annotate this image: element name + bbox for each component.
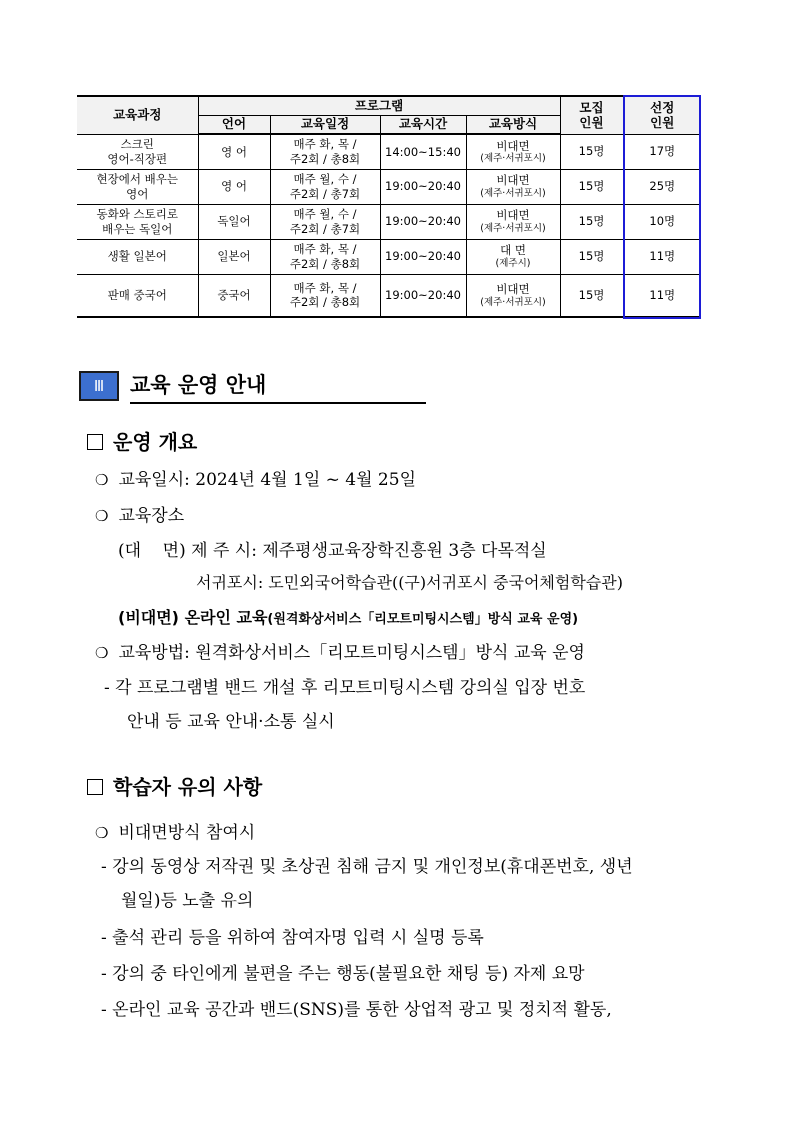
table-row (77, 169, 701, 204)
table-row (77, 239, 701, 274)
circle-bullet-icon: ❍ (95, 471, 109, 489)
header-recruit-line2: 인원 (579, 115, 604, 131)
schedule-line: 매주 월, 수 / (293, 172, 357, 187)
method-location: (제주·서귀포시) (480, 153, 546, 164)
cell-time: 19:00~20:40 (380, 239, 466, 274)
cell-schedule (270, 204, 380, 239)
note-item: - 출석 관리 등을 위하여 참여자명 입력 시 실명 등록 (101, 928, 484, 948)
table-row (77, 134, 701, 169)
header-selected-line1: 선정 (650, 99, 675, 115)
note-item: - 온라인 교육 공간과 밴드(SNS)를 통한 상업적 광고 및 정치적 활동, (101, 1000, 612, 1020)
schedule-line: 주2회 / 총7회 (289, 186, 361, 201)
note-item: - 강의 중 타인에게 불편을 주는 행동(불필요한 채팅 등) 자제 요망 (101, 964, 585, 984)
cell-course (77, 134, 198, 169)
cell-recruit: 15명 (560, 239, 623, 274)
online-paren: (원격화상서비스「리모트미팅시스템」방식 교육 운영) (267, 612, 579, 627)
course-line: 영어-직장편 (107, 151, 168, 166)
cell-time: 19:00~20:40 (380, 169, 466, 204)
notes-heading (87, 771, 262, 800)
cell-course (77, 274, 198, 317)
note-item: - 강의 동영상 저작권 및 초상권 침해 금지 및 개인정보(휴대폰번호, 생년 (101, 857, 633, 877)
cell-language: 영 어 (198, 134, 270, 169)
method-line: 비대면 (496, 138, 530, 153)
method-detail-1: - 각 프로그램별 밴드 개설 후 리모트미팅시스템 강의실 입장 번호 (104, 678, 586, 698)
program-table (77, 95, 701, 318)
circle-bullet-icon: ❍ (95, 644, 109, 662)
method-line: 대 면 (500, 243, 526, 258)
cell-method (466, 239, 560, 274)
place-label-text: 교육장소 (118, 506, 185, 526)
notes-heading-text: 학습자 유의 사항 (113, 775, 263, 799)
circle-bullet-icon: ❍ (95, 507, 109, 525)
cell-recruit: 15명 (560, 134, 623, 169)
date-line-text: 교육일시: 2024년 4월 1일 ~ 4월 25일 (118, 470, 416, 490)
cell-schedule (270, 274, 380, 317)
circle-bullet-icon: ❍ (95, 824, 109, 842)
cell-schedule (270, 239, 380, 274)
schedule-line: 매주 월, 수 / (293, 207, 357, 222)
method-location: (제주·서귀포시) (480, 187, 546, 199)
cell-selected: 11명 (623, 239, 701, 274)
schedule-line: 주2회 / 총8회 (289, 151, 361, 166)
schedule-line: 매주 화, 목 / (293, 242, 357, 257)
cell-language: 일본어 (198, 239, 270, 274)
method-line-text: 교육방법: 원격화상서비스「리모트미팅시스템」방식 교육 운영 (118, 643, 585, 663)
note-item: 월일)등 노출 유의 (121, 891, 254, 911)
header-selected (623, 96, 701, 134)
method-line (95, 638, 585, 663)
method-line: 비대면 (496, 208, 530, 223)
course-line: 생활 일본어 (107, 249, 167, 264)
section-underline (130, 402, 426, 404)
notes-sub-text: 비대면방식 참여시 (118, 823, 256, 843)
cell-language: 독일어 (198, 204, 270, 239)
cell-time: 19:00~20:40 (380, 274, 466, 317)
cell-method (466, 169, 560, 204)
cell-schedule (270, 134, 380, 169)
course-line: 영어 (126, 186, 149, 201)
section-number-badge: Ⅲ (79, 371, 119, 401)
schedule-line: 매주 화, 목 / (293, 137, 357, 152)
header-language: 언어 (198, 115, 270, 134)
cell-selected: 17명 (623, 134, 701, 169)
method-detail-2: 안내 등 교육 안내·소통 실시 (127, 712, 335, 732)
operation-heading-text: 운영 개요 (113, 430, 198, 454)
cell-time: 14:00~15:40 (380, 134, 466, 169)
cell-selected: 11명 (623, 274, 701, 317)
table-row (77, 204, 701, 239)
cell-selected: 10명 (623, 204, 701, 239)
header-course: 교육과정 (77, 96, 198, 134)
place-jeju: (대 면) 제 주 시: 제주평생교육장학진흥원 3층 다목적실 (118, 541, 547, 561)
cell-language: 영 어 (198, 169, 270, 204)
section-title: 교육 운영 안내 (130, 373, 267, 397)
course-line: 판매 중국어 (107, 288, 167, 303)
cell-method (466, 274, 560, 317)
cell-time: 19:00~20:40 (380, 204, 466, 239)
cell-recruit: 15명 (560, 274, 623, 317)
cell-schedule (270, 169, 380, 204)
notes-sub (95, 818, 255, 843)
header-recruit-line1: 모집 (579, 99, 604, 115)
date-line (95, 465, 416, 490)
schedule-line: 주2회 / 총7회 (289, 221, 361, 236)
cell-method (466, 204, 560, 239)
program-table-wrapper (77, 95, 701, 318)
cell-selected: 25명 (623, 169, 701, 204)
checkbox-square-icon (87, 434, 103, 450)
cell-course (77, 169, 198, 204)
header-recruit (560, 96, 623, 134)
operation-heading (87, 426, 197, 455)
online-line (118, 605, 578, 628)
cell-recruit: 15명 (560, 169, 623, 204)
cell-language: 중국어 (198, 274, 270, 317)
place-seogwipo: 서귀포시: 도민외국어학습관((구)서귀포시 중국어체험학습관) (196, 573, 623, 592)
method-location: (제주시) (495, 257, 531, 269)
header-selected-line2: 인원 (650, 115, 675, 131)
header-program: 프로그램 (198, 96, 560, 115)
method-location: (제주·서귀포시) (480, 296, 546, 308)
cell-course (77, 204, 198, 239)
header-time: 교육시간 (380, 115, 466, 134)
online-main: (비대면) 온라인 교육 (118, 608, 268, 627)
cell-course (77, 239, 198, 274)
header-method: 교육방식 (466, 115, 560, 134)
place-label-line (95, 501, 184, 526)
course-line: 스크린 (120, 137, 154, 152)
schedule-line: 주2회 / 총8회 (289, 256, 361, 271)
schedule-line: 매주 화, 목 / (293, 280, 357, 295)
method-line: 비대면 (496, 173, 530, 188)
cell-recruit: 15명 (560, 204, 623, 239)
method-location: (제주·서귀포시) (480, 222, 546, 234)
course-line: 동화와 스토리로 (96, 207, 178, 222)
header-schedule: 교육일정 (270, 115, 380, 134)
schedule-line: 주2회 / 총8회 (289, 295, 361, 310)
checkbox-square-icon (87, 779, 103, 795)
cell-method (466, 134, 560, 169)
method-line: 비대면 (496, 282, 530, 297)
course-line: 현장에서 배우는 (96, 172, 178, 187)
table-row (77, 274, 701, 317)
course-line: 배우는 독일어 (102, 221, 173, 236)
